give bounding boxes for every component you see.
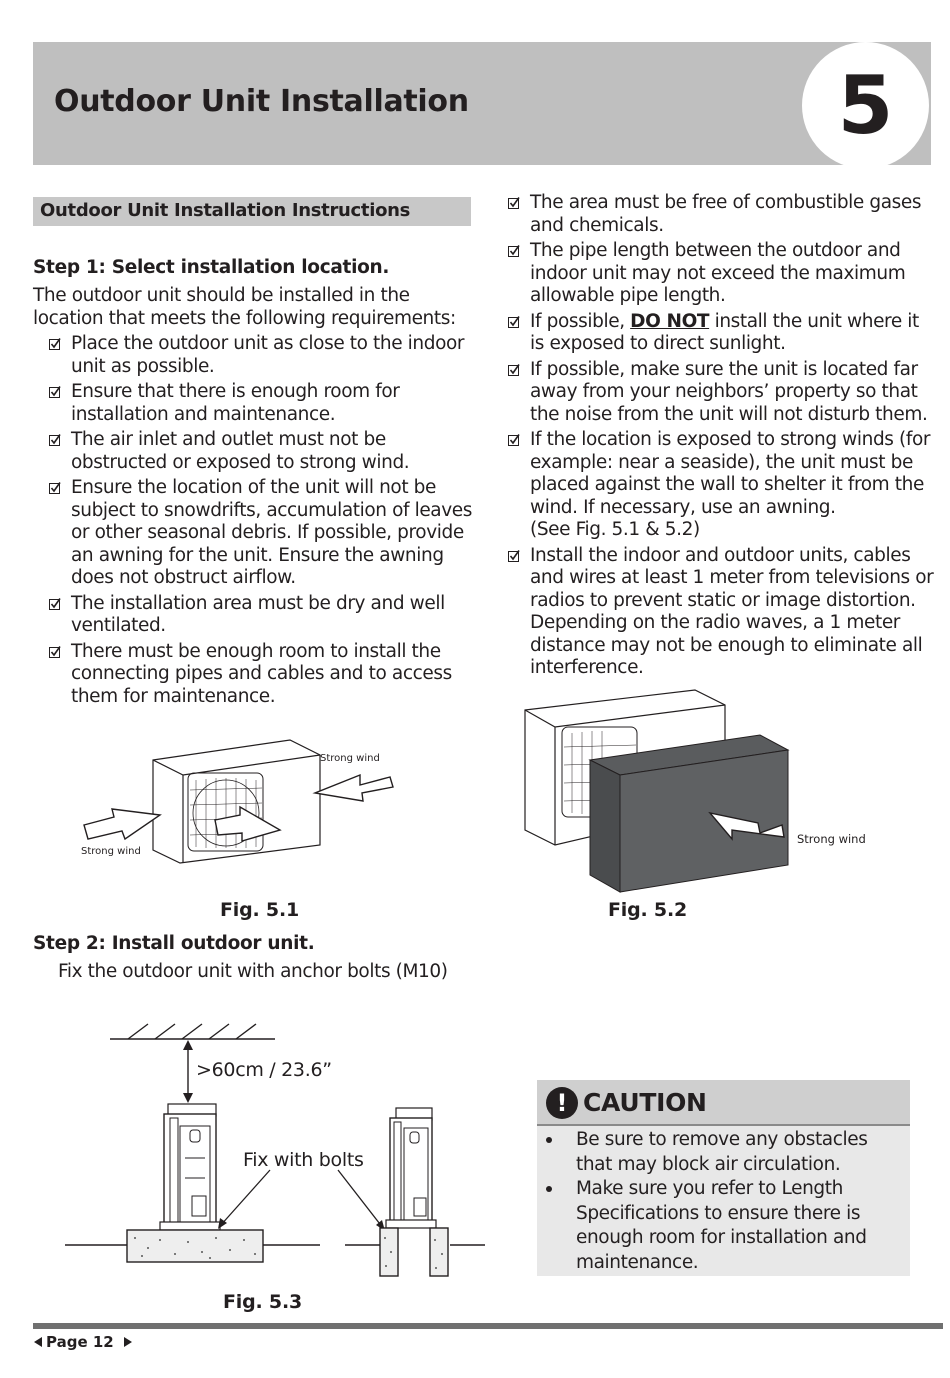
step1-title: Step 1: Select installation location. <box>33 257 390 278</box>
list-item: If the location is exposed to strong winds (for example: near a seaside), the unit must be placed against the wall to shelter it from the wind. If necessary, use an awning. (See Fig. 5.1 & 5.2) <box>508 429 936 542</box>
do-not-emphasis: DO NOT <box>630 310 710 332</box>
caution-title: CAUTION <box>583 1088 707 1117</box>
checkbox-icon <box>49 386 61 398</box>
fig-5-3-caption: Fig. 5.3 <box>223 1291 302 1313</box>
checkbox-icon <box>508 550 520 562</box>
checkbox-icon <box>49 646 61 658</box>
caution-list <box>546 1128 906 1275</box>
page-number: Page 12 <box>46 1333 114 1351</box>
checkbox-icon <box>49 338 61 350</box>
list-item: Ensure the location of the unit will not be subject to snowdrifts, accumulation of leaves or other seasonal debris. If possible, provide an awning for the unit. Ensure the awning does not obstruct airflow. <box>49 477 474 590</box>
next-page-icon[interactable] <box>124 1337 132 1347</box>
checkbox-icon <box>49 434 61 446</box>
footer-rule <box>33 1323 943 1329</box>
exclamation-icon: ! <box>546 1087 578 1119</box>
checkbox-icon <box>508 245 520 257</box>
fig-5-2-wind-label: Strong wind <box>797 832 866 846</box>
checkbox-icon <box>508 434 520 446</box>
section-title: Outdoor Unit Installation Instructions <box>40 200 411 221</box>
fig-5-1-wind-label-top: Strong wind <box>320 753 380 764</box>
list-item: The air inlet and outlet must not be obstructed or exposed to strong wind. <box>49 429 474 474</box>
list-item: Be sure to remove any obstacles that may block air circulation. <box>546 1128 906 1177</box>
list-item: Ensure that there is enough room for installation and maintenance. <box>49 381 474 426</box>
bullet-icon <box>546 1186 552 1192</box>
bullet-icon <box>546 1137 552 1143</box>
list-item: The installation area must be dry and well ventilated. <box>49 593 474 638</box>
checkbox-icon <box>508 316 520 328</box>
fig-5-3-clearance-label: >60cm / 23.6” <box>196 1059 332 1081</box>
list-item: Install the indoor and outdoor units, cables and wires at least 1 meter from televisions or radios to prevent static or image distortion. Depending on the radio waves, a 1 meter distance may not be enough to eliminate all interference. <box>508 545 936 680</box>
figure-reference: (See Fig. 5.1 & 5.2) <box>530 519 700 540</box>
list-item: Place the outdoor unit as close to the indoor unit as possible. <box>49 333 474 378</box>
list-item: The area must be free of combustible gases and chemicals. <box>508 192 936 237</box>
list-item: If possible, DO NOT install the unit where it is exposed to direct sunlight. <box>508 311 936 356</box>
chapter-number: 5 <box>837 59 894 152</box>
list-item: If possible, make sure the unit is located far away from your neighbors’ property so that the noise from the unit will not disturb them. <box>508 359 936 427</box>
list-item: Make sure you refer to Length Specifications to ensure there is enough room for installation and maintenance. <box>546 1177 906 1275</box>
fig-5-2-caption: Fig. 5.2 <box>608 899 687 921</box>
page-title: Outdoor Unit Installation <box>54 84 469 119</box>
fig-5-1-caption: Fig. 5.1 <box>220 899 299 921</box>
step2-text: Fix the outdoor unit with anchor bolts (M10) <box>58 961 448 982</box>
step1-intro-line2: location that meets the following requirements: <box>33 308 456 329</box>
checkbox-icon <box>508 197 520 209</box>
fig-5-3-bolts-label: Fix with bolts <box>243 1149 364 1171</box>
previous-page-icon[interactable] <box>34 1337 42 1347</box>
checkbox-icon <box>508 364 520 376</box>
step2-title: Step 2: Install outdoor unit. <box>33 933 315 954</box>
page-navigation <box>34 1333 132 1351</box>
step1-intro-line1: The outdoor unit should be installed in the <box>33 285 410 306</box>
fig-5-1-wind-label-bottom: Strong wind <box>81 846 141 857</box>
list-item: There must be enough room to install the connecting pipes and cables and to access them for maintenance. <box>49 641 474 709</box>
right-requirements-list <box>508 192 936 683</box>
checkbox-icon <box>49 598 61 610</box>
checkbox-icon <box>49 482 61 494</box>
fig-5-2-illustration <box>520 685 800 895</box>
left-requirements-list <box>49 333 474 711</box>
list-item: The pipe length between the outdoor and indoor unit may not exceed the maximum allowable pipe length. <box>508 240 936 308</box>
